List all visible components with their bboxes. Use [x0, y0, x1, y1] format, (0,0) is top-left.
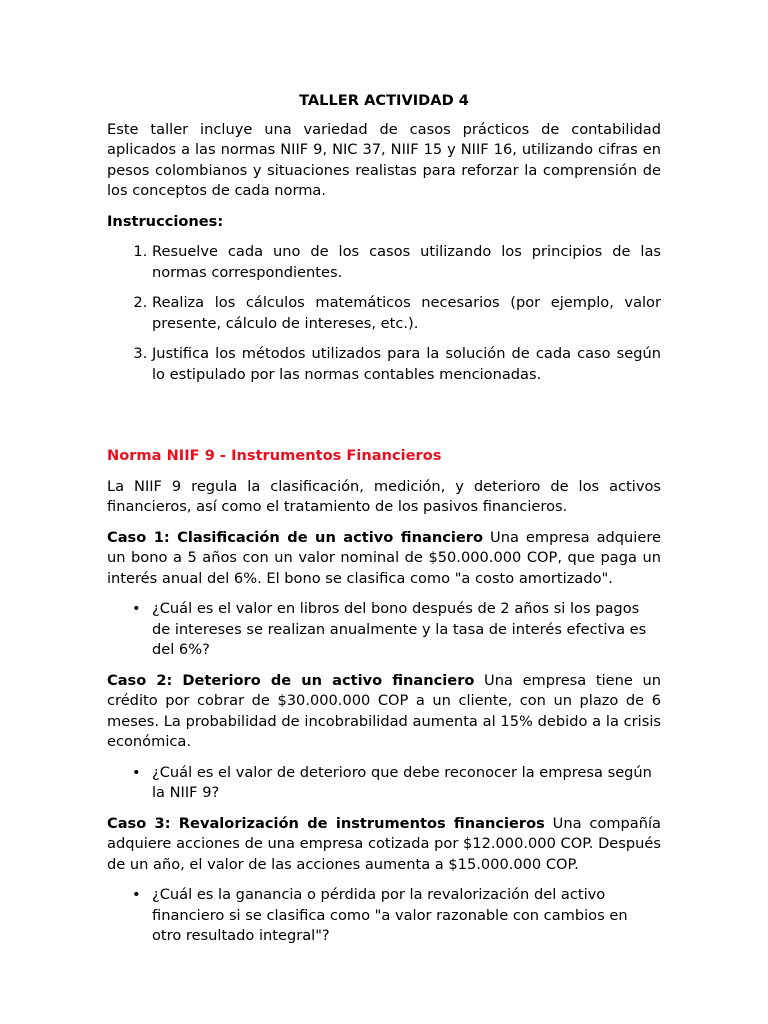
case-1-question	[132, 599, 661, 661]
case-2-text: Una empresa tiene un crédito por cobrar de $30.000.000 COP a un cliente, con un plazo de 6 meses. La probabilidad de incobrabilidad aumenta al 15% debido a la crisis económica.	[107, 671, 661, 750]
case-1-title: Caso 1: Clasificación de un activo financiero	[107, 528, 483, 546]
bullet-icon: •	[132, 886, 141, 903]
case-2-question-text: ¿Cuál es el valor de deterioro que debe reconocer la empresa según la NIIF 9?	[152, 763, 652, 801]
bullet-icon: •	[132, 763, 141, 781]
case-3-paragraph	[107, 814, 661, 876]
case-3-question	[132, 885, 661, 947]
case-3-title: Caso 3: Revalorización de instrumentos financieros	[107, 814, 545, 832]
case-3-question-text: ¿Cuál es la ganancia o pérdida por la revalorización del activo financiero si se clasifica como "a valor razonable con cambios en otro resultado integral"?	[152, 886, 628, 944]
case-3-text: Una compañía adquiere acciones de una empresa cotizada por $12.000.000 COP. Después de un año, el valor de las acciones aumenta a $15.000.000 COP.	[107, 814, 662, 873]
case-2-paragraph	[107, 671, 661, 753]
case-2-title: Caso 2: Deterioro de un activo financiero	[107, 671, 475, 689]
bullet-icon: •	[132, 600, 141, 617]
section-spacer	[107, 395, 661, 446]
instruction-item: 2. Realiza los cálculos matemáticos necesarios (por ejemplo, valor presente, cálculo de intereses, etc.).	[152, 293, 661, 334]
instructions-list	[107, 242, 661, 385]
case-3-questions	[107, 885, 661, 947]
instruction-item: 1. Resuelve cada uno de los casos utilizando los principios de las normas correspondientes.	[152, 242, 661, 283]
case-1-paragraph	[107, 528, 661, 590]
document-page	[107, 91, 661, 957]
case-1-question-text: ¿Cuál es el valor en libros del bono después de 2 años si los pagos de intereses se realizan anualmente y la tasa de interés efectiva es del 6%?	[152, 600, 647, 658]
document-title: TALLER ACTIVIDAD 4	[299, 92, 469, 109]
case-2-question	[132, 763, 661, 804]
section-description: La NIIF 9 regula la clasificación, medición, y deterioro de los activos financieros, así como el tratamiento de los pasivos financieros.	[107, 477, 661, 515]
intro-paragraph: Este taller incluye una variedad de casos prácticos de contabilidad aplicados a las normas NIIF 9, NIC 37, NIIF 15 y NIIF 16, utilizando cifras en pesos colombianos y situaciones realistas para reforzar la comprensión de los conceptos de cada norma.	[107, 120, 661, 199]
instructions-heading: Instrucciones:	[107, 212, 224, 230]
section-heading: Norma NIIF 9 - Instrumentos Financieros	[107, 447, 442, 464]
case-1-text: Una empresa adquiere un bono a 5 años con un valor nominal de $50.000.000 COP, que paga un interés anual del 6%. El bono se clasifica como "a costo amortizado".	[107, 528, 661, 587]
instruction-item: 3. Justifica los métodos utilizados para la solución de cada caso según lo estipulado por las normas contables mencionadas.	[152, 344, 661, 385]
case-1-questions	[107, 599, 661, 661]
case-2-questions	[107, 763, 661, 804]
